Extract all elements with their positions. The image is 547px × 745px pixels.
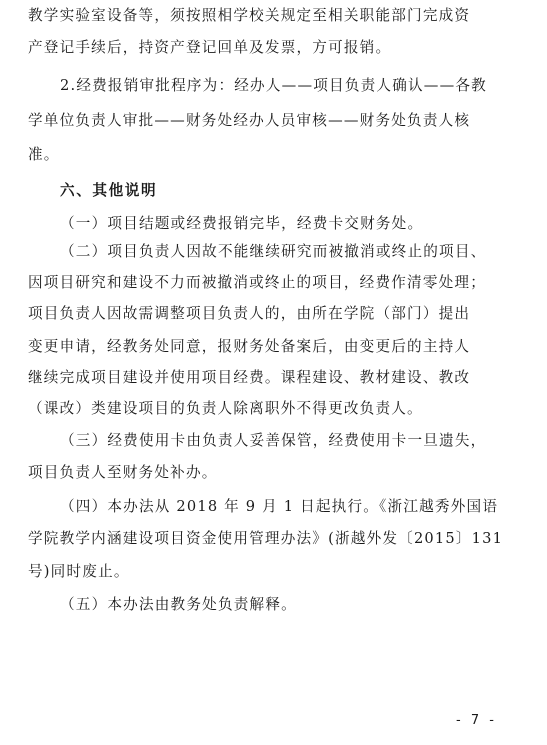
body-line-18: 号)同时废止。 — [28, 563, 130, 580]
section-heading: 六、其他说明 — [60, 182, 158, 199]
page-number: - 7 - — [456, 713, 497, 728]
body-line-12: 继续完成项目建设并使用项目经费。课程建设、教材建设、教改 — [28, 369, 471, 386]
body-line-2: 产登记手续后，持资产登记回单及发票，方可报销。 — [28, 39, 392, 56]
body-line-17: 学院教学内涵建设项目资金使用管理办法》(浙越外发〔2015〕131 — [28, 530, 504, 547]
body-line-13: （课改）类建设项目的负责人除离职外不得更改负责人。 — [28, 400, 423, 417]
body-line-7: （一）项目结题或经费报销完毕，经费卡交财务处。 — [60, 215, 424, 232]
body-line-15: 项目负责人至财务处补办。 — [28, 464, 218, 481]
body-line-9: 因项目研究和建设不力而被撤消或终止的项目，经费作清零处理； — [28, 274, 487, 291]
body-line-16: （四）本办法从 2018 年 9 月 1 日起执行。《浙江越秀外国语 — [60, 498, 499, 515]
body-line-3: 2.经费报销审批程序为：经办人——项目负责人确认——各教 — [60, 77, 487, 94]
body-line-11: 变更申请，经教务处同意，报财务处备案后，由变更后的主持人 — [28, 338, 471, 355]
body-line-10: 项目负责人因故需调整项目负责人的，由所在学院（部门）提出 — [28, 305, 471, 322]
body-line-1: 教学实验室设备等，须按照相学校关规定至相关职能部门完成资 — [28, 7, 471, 24]
body-line-5: 准。 — [28, 146, 60, 163]
body-line-8: （二）项目负责人因故不能继续研究而被撤消或终止的项目、 — [60, 243, 487, 260]
body-line-14: （三）经费使用卡由负责人妥善保管，经费使用卡一旦遗失， — [60, 432, 487, 449]
body-line-19: （五）本办法由教务处负责解释。 — [60, 596, 297, 613]
body-line-4: 学单位负责人审批——财务处经办人员审核——财务处负责人核 — [28, 112, 471, 129]
